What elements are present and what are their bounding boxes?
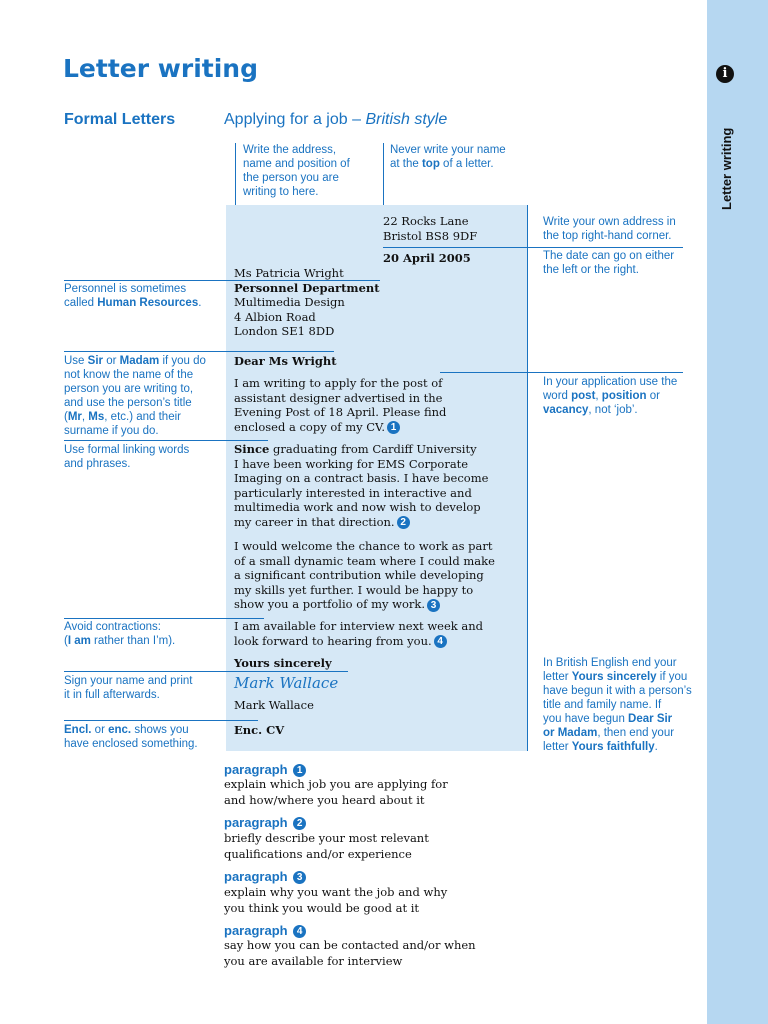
printed-name: Mark Wallace <box>234 698 314 712</box>
post-note: In your application use the word post, position or vacancy, not ‘job’. <box>543 376 678 416</box>
linking-note: Use formal linking words and phrases. <box>64 444 190 470</box>
letter-paragraph-1: I am writing to apply for the post of assistant designer advertised in the Evening Post of 18 April. Please find enclosed a copy of my CV. 1 <box>234 376 447 434</box>
sign-note: Sign your name and print it in full afterwards. <box>64 675 193 701</box>
date-note: The date can go on either the left or the right. <box>543 250 675 276</box>
number-4-icon: 4 <box>293 925 306 938</box>
ending-note: In British English end your letter Yours sincerely if you have begun it with a person’s title and family name. If you have begun Dear Sir or Madam, then end your letter Yours faithfully. <box>543 657 692 753</box>
paragraph-4-heading: paragraph 4 <box>224 923 306 938</box>
paragraph-1-description: explain which job you are applying for and how/where you heard about it <box>224 777 448 807</box>
contractions-note: Avoid contractions: (I am rather than I’m). <box>64 621 176 647</box>
paragraph-4-description: say how you can be contacted and/or when you are available for interview <box>224 938 476 968</box>
number-3-icon: 3 <box>427 599 440 612</box>
enclosure-note: Encl. or enc. shows you have enclosed something. <box>64 724 198 750</box>
own-address-rule <box>383 247 683 248</box>
address-note: Write the address, name and position of the person you are writing to here. <box>243 144 350 198</box>
own-address-note: Write your own address in the top right-hand corner. <box>543 216 676 242</box>
section-title: Formal Letters <box>64 111 176 128</box>
info-icon: i <box>716 65 734 83</box>
letter-paragraph-2: Since graduating from Cardiff University I have been working for EMS Corporate Imaging on a contract basis. I have become particularly interested in interactive and multimedia work and now wish to develop my career in that direction. 2 <box>234 442 489 529</box>
number-1-icon: 1 <box>387 421 400 434</box>
sir-madam-note: Use Sir or Madam if you do not know the name of the person you are writing to, and use the person’s title (Mr, Ms, etc.) and their surname if you do. <box>64 355 206 437</box>
enclosure-rule <box>64 720 258 721</box>
side-tab <box>707 0 768 1024</box>
number-1-icon: 1 <box>293 764 306 777</box>
name-arrow <box>383 143 384 206</box>
number-2-icon: 2 <box>293 817 306 830</box>
signature: Mark Wallace <box>234 674 339 692</box>
paragraph-2-heading: paragraph 2 <box>224 815 306 830</box>
section-subtitle: Applying for a job – British style <box>224 111 448 128</box>
paragraph-3-description: explain why you want the job and why you think you would be good at it <box>224 885 448 915</box>
personnel-rule <box>64 280 380 281</box>
name-note: Never write your name at the top of a letter. <box>390 144 506 170</box>
closing: Yours sincerely <box>234 656 332 670</box>
recipient-address: Ms Patricia Wright Personnel Department Multimedia Design 4 Albion Road London SE1 8DD <box>234 266 380 338</box>
letter-paragraph-4: I am available for interview next week and look forward to hearing from you. 4 <box>234 619 484 648</box>
letter-date: 20 April 2005 <box>383 251 471 265</box>
sign-rule <box>64 671 348 672</box>
sender-address: 22 Rocks Lane Bristol BS8 9DF <box>383 214 478 243</box>
side-tab-label: Letter writing <box>719 127 734 210</box>
paragraph-2-description: briefly describe your most relevant qualifications and/or experience <box>224 831 429 861</box>
linking-rule <box>64 440 268 441</box>
salutation-rule <box>64 351 334 352</box>
post-rule <box>440 372 683 373</box>
number-4-icon: 4 <box>434 635 447 648</box>
contractions-rule <box>64 618 264 619</box>
salutation: Dear Ms Wright <box>234 354 337 368</box>
letter-paragraph-3: I would welcome the chance to work as part of a small dynamic team where I could make a significant contribution while developing my skills yet further. I would be happy to show you a portfolio of my work. 3 <box>234 539 495 611</box>
paragraph-1-heading: paragraph 1 <box>224 762 306 777</box>
page-title: Letter writing <box>63 54 258 83</box>
personnel-note: Personnel is sometimes called Human Resources. <box>64 283 202 309</box>
number-2-icon: 2 <box>397 516 410 529</box>
number-3-icon: 3 <box>293 871 306 884</box>
paragraph-3-heading: paragraph 3 <box>224 869 306 884</box>
enclosure: Enc. CV <box>234 723 285 737</box>
